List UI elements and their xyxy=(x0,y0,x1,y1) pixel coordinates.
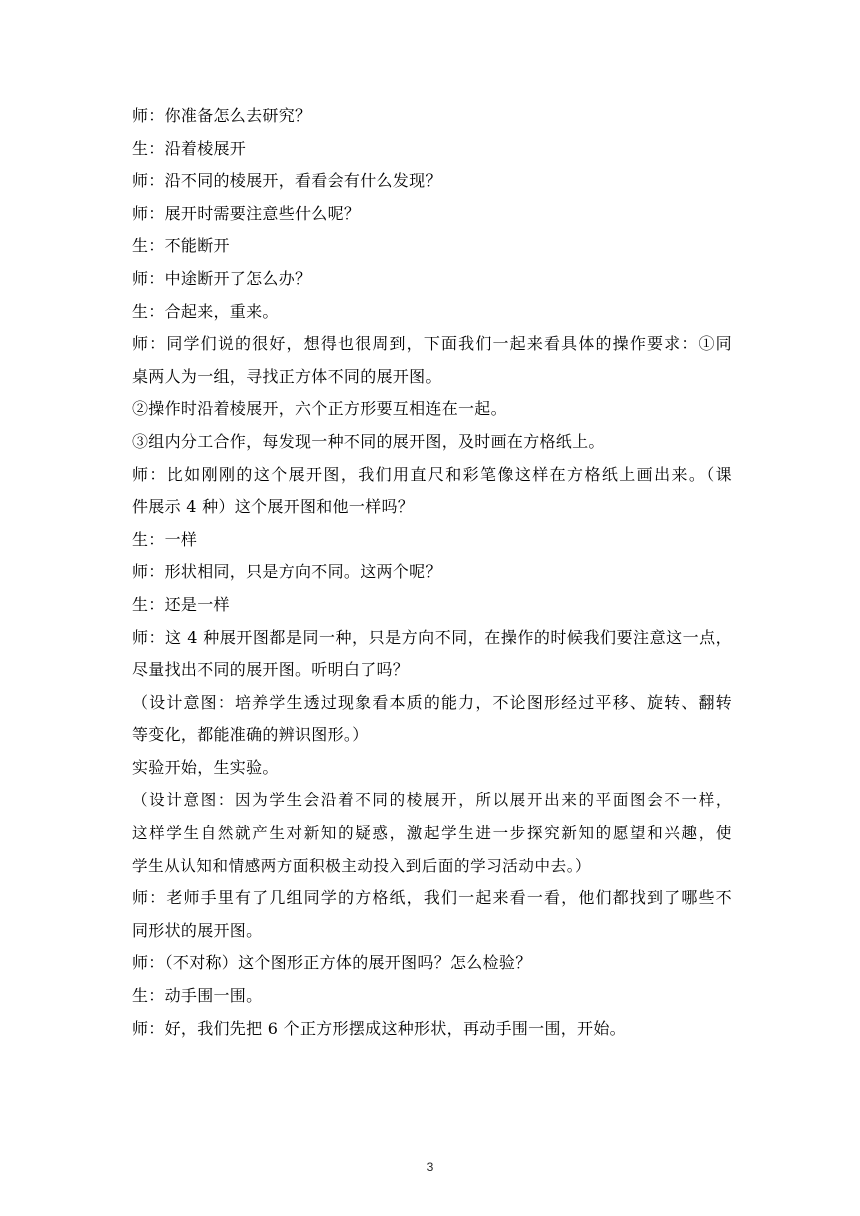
page-number: 3 xyxy=(426,1160,434,1174)
text-line: 师：同学们说的很好，想得也很周到，下面我们一起来看具体的操作要求：①同 xyxy=(132,334,732,354)
text-line: 师：沿不同的棱展开，看看会有什么发现？ xyxy=(132,171,442,191)
text-line: 桌两人为一组，寻找正方体不同的展开图。 xyxy=(132,366,442,386)
text-line: 师：好，我们先把 6 个正方形摆成这种形状，再动手围一围，开始。 xyxy=(132,1018,626,1038)
text-line: 生：不能断开 xyxy=(132,236,230,256)
text-line: ②操作时沿着棱展开，六个正方形要互相连在一起。 xyxy=(132,399,507,419)
text-line: 生：动手围一围。 xyxy=(132,986,263,1006)
text-line: ③组内分工合作，每发现一种不同的展开图，及时画在方格纸上。 xyxy=(132,431,605,451)
text-line: 这样学生自然就产生对新知的疑惑，激起学生进一步探究新知的愿望和兴趣，使 xyxy=(132,824,732,843)
text-line: 尽量找出不同的展开图。听明白了吗？ xyxy=(132,660,410,680)
text-line: 生：沿着棱展开 xyxy=(132,138,247,158)
page-body xyxy=(132,106,732,1051)
text-line: 学生从认知和情感两方面积极主动投入到后面的学习活动中去。） xyxy=(132,856,592,875)
text-line: 生：一样 xyxy=(132,529,198,549)
text-line: （设计意图：培养学生透过现象看本质的能力，不论图形经过平移、旋转、翻转 xyxy=(132,692,732,712)
text-line: 师：（不对称）这个图形正方体的展开图吗？怎么检验？ xyxy=(132,953,532,973)
text-line: 件展示 4 种）这个展开图和他一样吗？ xyxy=(132,497,415,517)
text-line: 师：比如刚刚的这个展开图，我们用直尺和彩笔像这样在方格纸上画出来。（课 xyxy=(132,464,732,484)
text-line: 生：合起来，重来。 xyxy=(132,301,279,321)
text-line: 师：老师手里有了几组同学的方格纸，我们一起来看一看，他们都找到了哪些不 xyxy=(132,888,732,908)
text-line: 师：形状相同，只是方向不同。这两个呢？ xyxy=(132,562,442,582)
text-line: （设计意图：因为学生会沿着不同的棱展开，所以展开出来的平面图会不一样， xyxy=(132,791,732,810)
text-line: 生：还是一样 xyxy=(132,594,230,614)
text-line: 同形状的展开图。 xyxy=(132,920,263,940)
text-line: 等变化，都能准确的辨识图形。） xyxy=(132,725,369,745)
text-line: 实验开始，生实验。 xyxy=(132,757,279,777)
text-line: 师：你准备怎么去研究？ xyxy=(132,106,312,125)
text-line: 师：这 4 种展开图都是同一种，只是方向不同，在操作的时候我们要注意这一点， xyxy=(132,627,732,647)
text-line: 师：展开时需要注意些什么呢？ xyxy=(132,203,361,223)
text-line: 师：中途断开了怎么办？ xyxy=(132,268,312,288)
